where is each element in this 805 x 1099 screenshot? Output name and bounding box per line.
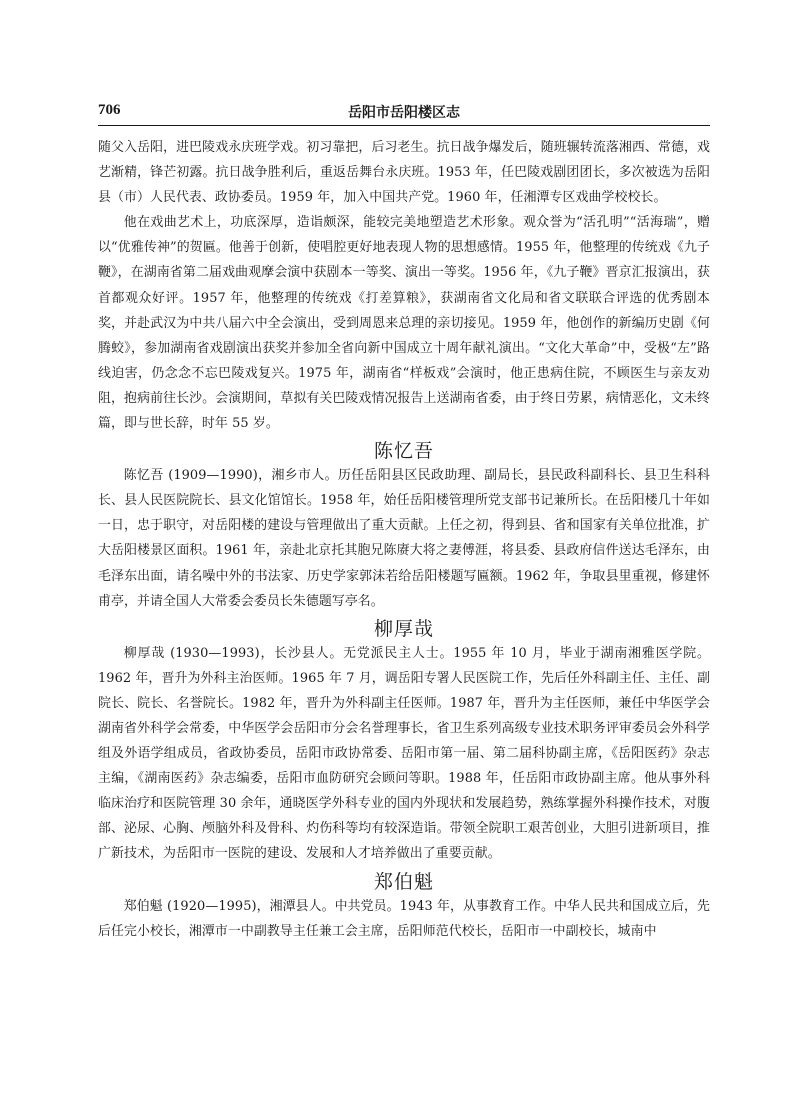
page-content (98, 135, 710, 944)
biography-paragraph: 陈忆吾 (1909—1990)，湘乡市人。历任岳阳县区民政助理、副局长，县民政科副科长、县卫生科科长、县人民医院院长、县文化馆馆长。1958 年，始任岳阳楼管理所党支部书记兼所长。在岳阳楼几十年如一日，忠于职守，对岳阳楼的建设与管理做出了重大贡献。上任之初，得到县、省和国家有关单位批准，扩大岳阳楼景区面积。1961 年，亲赴北京托其胞兄陈赓大将之妻傅涯，将县委、县政府信件送达毛泽东，由毛泽东出面，请名噪中外的书法家、历史学家郭沫若给岳阳楼题写匾额。1962 年，争取县里重视，修建怀甫亭，并请全国人大常委会委员长朱德题写亭名。 (98, 468, 710, 609)
book-title: 岳阳市岳阳楼区志 (348, 105, 460, 121)
biography-heading: 柳厚哉 (373, 617, 434, 640)
biography-heading: 陈忆吾 (373, 440, 434, 463)
continued-paragraph: 他在戏曲艺术上，功底深厚，造诣颇深，能较完美地塑造艺术形象。观众誉为“活孔明”“活海瑞”，赠以“优雅传神”的贺匾。他善于创新，使唱腔更好地表现人物的思想感情。1955 年，他整理的传统戏《九子鞭》，在湖南省第二届戏曲观摩会演中获剧本一等奖、演出一等奖。1956 年，《九子鞭》晋京汇报演出，获首都观众好评。1957 年，他整理的传统戏《打差算粮》，获湖南省文化局和省文联联合评选的优秀剧本奖，并赴武汉为中共八届六中全会演出，受到周恩来总理的亲切接见。1959 年，他创作的新编历史剧《何腾蛟》，参加湖南省戏剧演出获奖并参加全省向新中国成立十周年献礼演出。“文化大革命”中，受极“左”路线迫害，仍念念不忘巴陵戏复兴。1975 年，湖南省“样板戏”会演时，他正患病住院，不顾医生与亲友劝阻，抱病前往长沙。会演期间，草拟有关巴陵戏情况报告上送湖南省委，由于终日劳累，病情恶化，文未终篇，即与世长辞，时年 55 岁。 (98, 215, 710, 432)
biography-heading: 郑伯魁 (373, 870, 434, 893)
continued-paragraph: 随父入岳阳，进巴陵戏永庆班学戏。初习靠把，后习老生。抗日战争爆发后，随班辗转流落湘西、常德，戏艺渐精，锋芒初露。抗日战争胜利后，重返岳舞台永庆班。1953 年，任巴陵戏剧团团长，多次被选为岳阳县（市）人民代表、政协委员。1959 年，加入中国共产党。1960 年，任湘潭专区戏曲学校校长。 (98, 140, 710, 206)
page-number: 706 (98, 102, 121, 118)
biography-paragraph: 郑伯魁 (1920—1995)，湘潭县人。中共党员。1943 年，从事教育工作。中华人民共和国成立后，先后任完小校长，湘潭市一中副教导主任兼工会主席，岳阳师范代校长，岳阳市一中副校长，城南中 (98, 898, 710, 939)
biography-paragraph: 柳厚哉 (1930—1993)，长沙县人。无党派民主人士。1955 年 10 月，毕业于湖南湘雅医学院。1962 年，晋升为外科主治医师。1965 年 7 月，调岳阳专署人民医院工作，先后任外科副主任、主任、副院长、院长、名誉院长。1982 年，晋升为外科副主任医师。1987 年，晋升为主任医师，兼任中华医学会湖南省外科学会常委，中华医学会岳阳市分会名誉理事长，省卫生系列高级专业技术职务评审委员会外科学组及外语学组成员，省政协委员，岳阳市政协常委、岳阳市第一届、第二届科协副主席，《岳阳医药》杂志主编，《湖南医药》杂志编委，岳阳市血防研究会顾问等职。1988 年，任岳阳市政协副主席。他从事外科临床治疗和医院管理 30 余年，通晓医学外科专业的国内外现状和发展趋势，熟练掌握外科操作技术，对腹部、泌尿、心胸、颅脑外科及骨科、灼伤科等均有较深造诣。带领全院职工艰苦创业，大胆引进新项目，推广新技术，为岳阳市一医院的建设、发展和人才培养做出了重要贡献。 (98, 645, 710, 862)
running-header (98, 100, 710, 126)
header-rule (98, 125, 710, 126)
